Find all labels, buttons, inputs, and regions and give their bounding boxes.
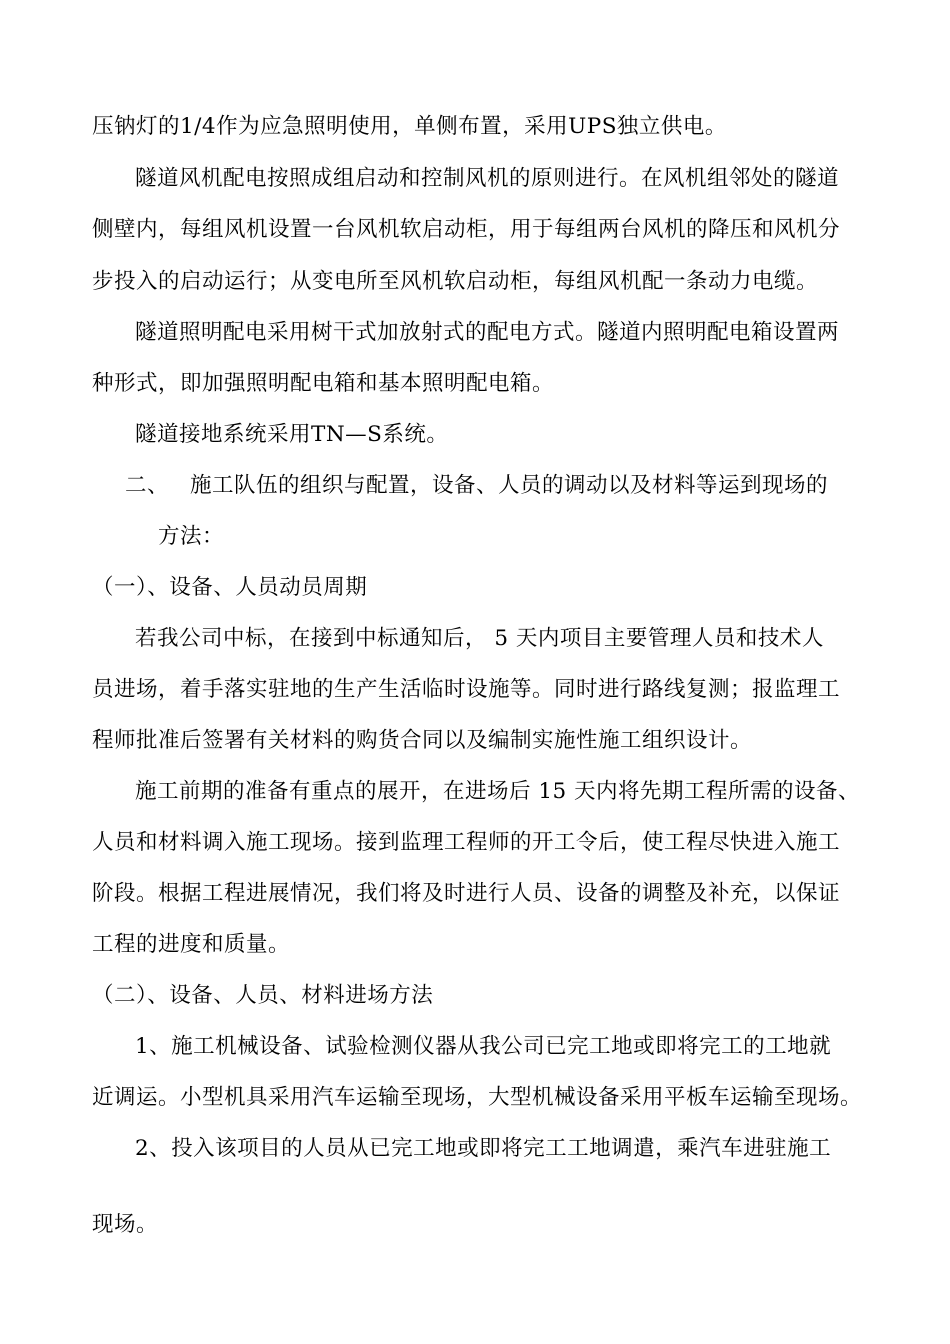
paragraph-line: 压钠灯的1/4作为应急照明使用，单侧布置，采用UPS独立供电。 [92,114,727,139]
paragraph-line: 隧道接地系统采用TN—S系统。 [135,422,449,447]
subsection-heading: （二）、设备、人员、材料进场方法 [92,983,434,1008]
section-number: 二、 [125,473,170,498]
paragraph-line: 侧壁内，每组风机设置一台风机软启动柜，用于每组两台风机的降压和风机分 [92,217,841,242]
paragraph-line: 程师批准后签署有关材料的购货合同以及编制实施性施工组织设计。 [92,728,753,753]
paragraph-line: 员进场，着手落实驻地的生产生活临时设施等。同时进行路线复测；报监理工 [92,677,841,702]
paragraph-line: 施工前期的准备有重点的展开，在进场后 15 天内将先期工程所需的设备、 [135,779,861,804]
section-heading: 施工队伍的组织与配置，设备、人员的调动以及材料等运到现场的 [190,473,829,498]
paragraph-line: 人员和材料调入施工现场。接到监理工程师的开工令后，使工程尽快进入施工 [92,830,841,855]
paragraph-line: 隧道风机配电按照成组启动和控制风机的原则进行。在风机组邻处的隧道 [135,166,840,191]
paragraph-line: 工程的进度和质量。 [92,932,291,957]
paragraph-line: 若我公司中标，在接到中标通知后， 5 天内项目主要管理人员和技术人 [135,626,824,651]
section-heading: 方法： [158,524,225,549]
paragraph-line: 阶段。根据工程进展情况，我们将及时进行人员、设备的调整及补充，以保证 [92,881,841,906]
paragraph-line: 1、施工机械设备、试验检测仪器从我公司已完工地或即将完工的工地就 [135,1034,832,1059]
paragraph-line: 2、投入该项目的人员从已完工地或即将完工工地调遣，乘汽车进驻施工 [135,1136,832,1161]
paragraph-line: 现场。 [92,1212,159,1237]
paragraph-line: 隧道照明配电采用树干式加放射式的配电方式。隧道内照明配电箱设置两 [135,320,840,345]
paragraph-line: 种形式，即加强照明配电箱和基本照明配电箱。 [92,371,555,396]
subsection-heading: （一）、设备、人员动员周期 [92,575,368,600]
paragraph-line: 步投入的启动运行；从变电所至风机软启动柜，每组风机配一条动力电缆。 [92,269,819,294]
paragraph-line: 近调运。小型机具采用汽车运输至现场，大型机械设备采用平板车运输至现场。 [92,1085,863,1110]
